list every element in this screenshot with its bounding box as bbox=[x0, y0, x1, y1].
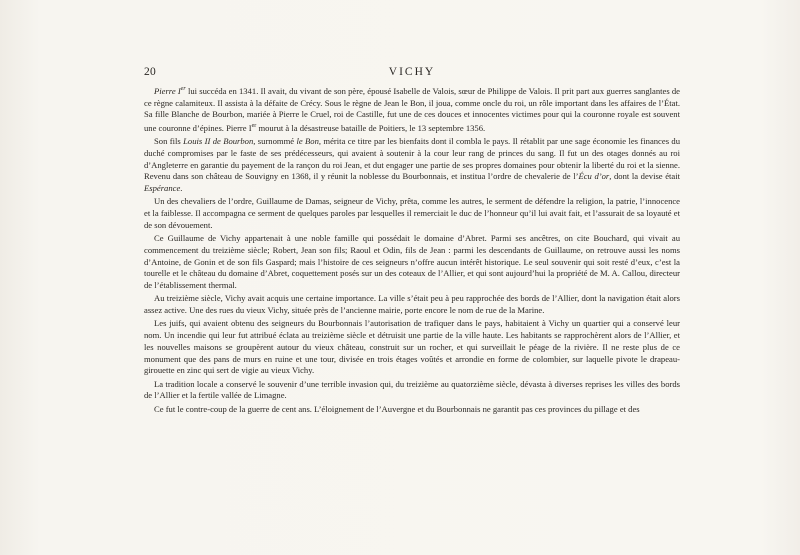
text-segment: Son fils bbox=[154, 136, 184, 147]
text-segment: er bbox=[251, 123, 257, 130]
paragraph bbox=[144, 84, 680, 135]
text-segment: lui succéda en 1341. Il avait, du vivant de son père, épousé Isabelle de Valois, sœur de Philippe de Valois. Il prit part aux guerres sanglantes de ce règne calamiteux. Il assista à la défaite de Crécy. Sous le règne de Jean le Bon, il joua, comme oncle du roi, un rôle important dans les affaires de l’État. Sa fille Blanche de Bourbon, mariée à Pierre le Cruel, roi de Castille, fut une de ces douces et innocentes victimes pour qui la couronne royale est souvent une couronne d’épines. Pierre I bbox=[144, 85, 680, 133]
italic-text: le Bon bbox=[296, 136, 319, 147]
paragraph bbox=[144, 404, 680, 416]
italic-text: Pierre I bbox=[154, 85, 181, 96]
text-segment: Les juifs, qui avaient obtenu des seigneurs du Bourbonnais l’autorisation de trafiquer dans le pays, habitaient à Vichy un quartier qui a conservé leur nom. Un incendie qui leur fut attribué éclata au treizième siècle et détruisit une partie de la ville haute. Les habitants se rapprochèrent alors de l’Allier, et les nouvelles maisons se groupèrent autour du vieux château, construit sur un rocher, et qui surveillait le péage de la rivière. Il ne reste plus de ce monument que des pans de murs en ruine et une tour, divisée en trois étages voûtés et arrondie en forme de colombier, sur laquelle pivote le drapeau-girouette en zinc qui sert de vigie au vieux Vichy. bbox=[144, 318, 680, 376]
paragraph bbox=[144, 233, 680, 292]
paragraph bbox=[144, 379, 680, 403]
paragraph bbox=[144, 136, 680, 195]
italic-text: Louis II de Bourbon bbox=[183, 136, 254, 147]
text-segment: Un des chevaliers de l’ordre, Guillaume de Damas, seigneur de Vichy, prêta, comme les autres, le serment de défendre la religion, la patrie, l’innocence et la faiblesse. Il accompagna ce serment de quelques paroles par lesquelles il remerciait le duc de l’honneur qu’il lui avait fait, et l’assurait de sa loyauté et de son dévouement. bbox=[144, 196, 680, 230]
italic-text: er bbox=[180, 86, 186, 92]
running-title: VICHY bbox=[388, 66, 436, 78]
text-segment: , dont la devise était bbox=[609, 171, 681, 182]
italic-text: Espérance bbox=[144, 183, 181, 194]
page-header bbox=[144, 66, 680, 80]
body-text bbox=[144, 84, 680, 415]
text-segment: , surnommé bbox=[253, 136, 297, 147]
paragraph bbox=[144, 318, 680, 377]
paragraph bbox=[144, 293, 680, 317]
text-segment: La tradition locale a conservé le souvenir d’une terrible invasion qui, du treizième au quatorzième siècle, dévasta à diverses reprises les villes des bords de l’Allier et la fertile vallée de Limagne. bbox=[144, 378, 680, 401]
text-segment: Au treizième siècle, Vichy avait acquis une certaine importance. La ville s’était peu à peu rapprochée des bords de l’Allier, dont la navigation était alors assez active. Une des rues du vieux Vichy, située près de l’ancienne mairie, porte encore le nom de rue de la Marine. bbox=[144, 293, 680, 316]
text-segment: Ce Guillaume de Vichy appartenait à une noble famille qui possédait le domaine d’Abret. Parmi ses ancêtres, on cite Bouchard, qui vivait au commencement du treizième siècle; Robert, Jean son fils; Raoul et Odin, fils de Jean : parmi les descendants de Guillaume, on retrouve aussi les noms d’Antoine, de Gonin et de son fils Gaspard; mais l’histoire de ces seigneurs n’offre aucun intérêt historique. Le seul souvenir qui soit resté d’eux, c’est la tourelle et le château du domaine d’Abret, coquettement posés sur un des coteaux de l’Allier, et qui sont aujourd’hui la propriété de M. A. Callou, directeur de l’établissement thermal. bbox=[144, 233, 680, 291]
text-segment: , mérita ce titre par les bienfaits dont il combla le pays. Il rétablit par une sage économie les finances du duché compromises par le faste de ses prédécesseurs, qui avaient à soutenir à la cour leur rang de princes du sang. Il fut un des otages donnés au roi d’Angleterre en garantie du payement de la rançon du roi Jean, et dut engager une partie de ses propres domaines pour obtenir la liberté du roi et la sienne. Revenu dans son château de Souvigny en 1368, il y réunit la noblesse du Bourbonnais, et institua l’ordre de chevalerie de l’ bbox=[144, 136, 681, 182]
text-segment: Ce fut le contre-coup de la guerre de cent ans. L’éloignement de l’Auvergne et du Bourbonnais ne garantit pas ces provinces du pillage et des bbox=[154, 403, 640, 414]
text-segment: . bbox=[180, 183, 183, 194]
paragraph bbox=[144, 196, 680, 231]
page-number: 20 bbox=[144, 66, 157, 78]
text-segment: mourut à la désastreuse bataille de Poitiers, le 13 septembre 1356. bbox=[256, 122, 486, 133]
italic-text: Écu d’or bbox=[578, 171, 610, 182]
